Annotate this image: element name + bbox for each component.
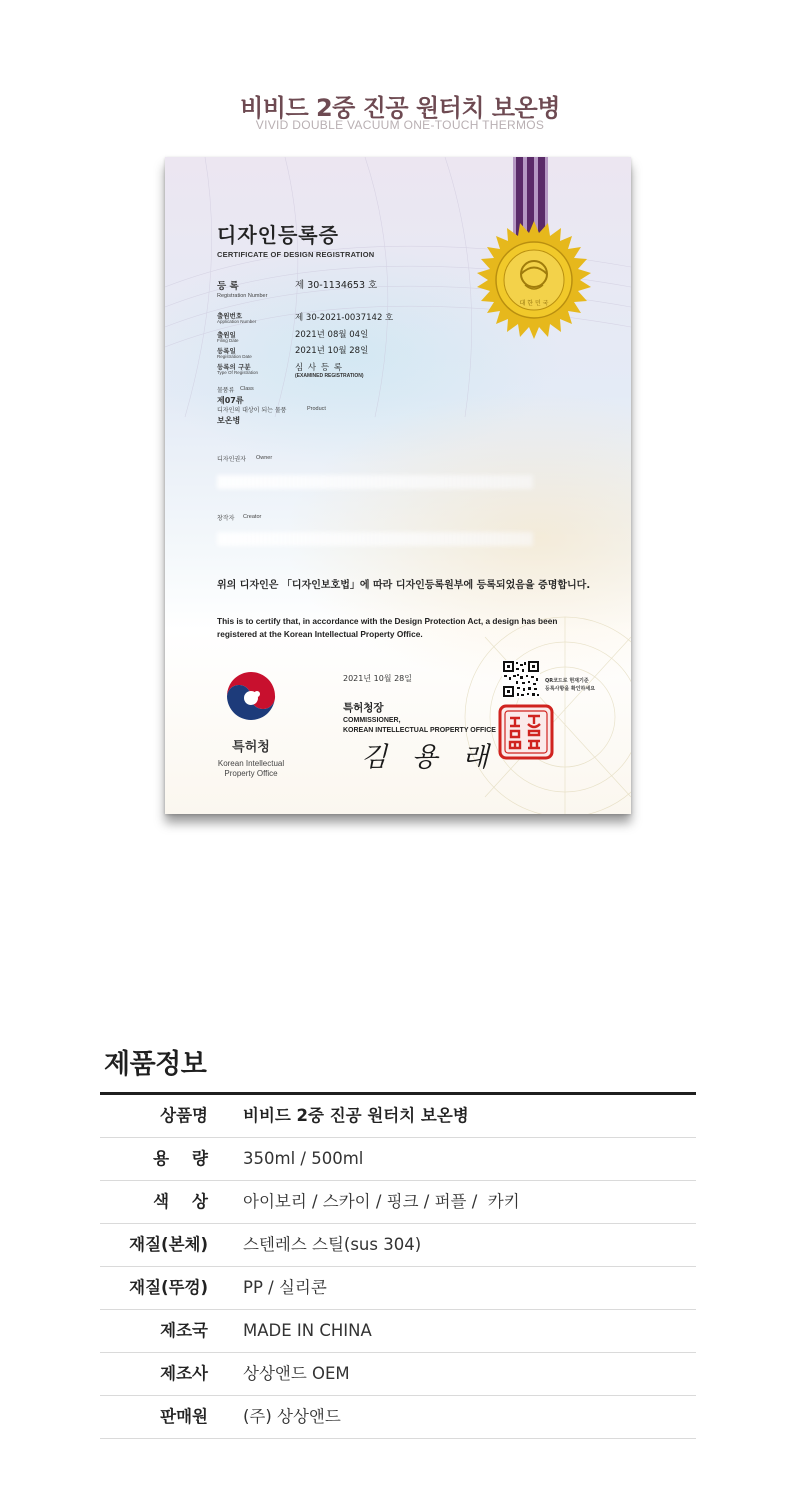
filing-date: 2021년 08월 04일 <box>295 330 369 340</box>
red-official-seal-icon <box>498 704 554 760</box>
table-row <box>100 1353 696 1396</box>
registration-date: 2021년 10월 28일 <box>295 346 369 356</box>
table-row <box>100 1095 696 1138</box>
creator-label-en: Creator <box>243 514 262 520</box>
owner-label-en: Owner <box>256 455 273 461</box>
row-key: 용 량 <box>153 1149 208 1168</box>
commissioner-korean: 특허청장 <box>343 702 384 714</box>
registration-date-label-en: Registration Date <box>217 354 252 359</box>
table-row <box>100 1138 696 1181</box>
table-row <box>100 1310 696 1353</box>
gold-seal-icon <box>473 219 595 341</box>
row-key: 제조사 <box>160 1364 208 1383</box>
kipo-name-english-line2: Property Office <box>224 769 278 778</box>
registration-type: 심 사 등 록 <box>295 363 343 373</box>
qr-note <box>545 677 625 693</box>
creator-redacted <box>217 532 533 546</box>
row-value: 상상앤드 OEM <box>243 1364 350 1383</box>
table-row <box>100 1396 696 1439</box>
qr-note-line2: 등록사항을 확인하세요 <box>545 686 596 692</box>
creator-label: 창작자 <box>217 515 235 522</box>
page-subtitle: VIVID DOUBLE VACUUM ONE-TOUCH THERMOS <box>255 118 545 132</box>
kipo-taegeuk-logo-icon <box>223 670 279 726</box>
issue-date: 2021년 10월 28일 <box>343 674 412 683</box>
row-key: 판매원 <box>160 1407 208 1426</box>
kipo-name-english-line1: Korean Intellectual <box>217 759 285 768</box>
table-row <box>100 1181 696 1224</box>
row-key: 재질(본체) <box>129 1235 208 1254</box>
application-label: 출원번호 <box>217 312 243 320</box>
qr-note-line1: QR코드로 현재기준 <box>545 678 589 684</box>
commissioner-signature: 김 용 래 <box>361 742 497 773</box>
product-label-en: Product <box>307 406 326 412</box>
table-row <box>100 1224 696 1267</box>
registration-label-en: Registration Number <box>217 293 268 299</box>
certificate-subtitle: CERTIFICATE OF DESIGN REGISTRATION <box>217 250 375 259</box>
commissioner-english-line2: KOREAN INTELLECTUAL PROPERTY OFFICE <box>343 727 496 734</box>
kipo-name-english <box>205 759 297 779</box>
registration-date-label: 등록일 <box>217 347 236 355</box>
row-value: 350ml / 500ml <box>243 1149 364 1168</box>
certification-statement-english: This is to certify that, in accordance with the Design Protection Act, a design has been registered at the Korean Intellectual Property Office. <box>217 616 558 639</box>
application-label-en: Application Number <box>217 319 257 324</box>
product-info-table <box>100 1095 696 1439</box>
owner-label: 디자인권자 <box>217 456 246 463</box>
product-info-title: 제품정보 <box>104 1049 207 1080</box>
kipo-name-korean: 특허청 <box>232 740 270 755</box>
row-key: 제조국 <box>160 1321 208 1340</box>
row-key: 상품명 <box>160 1106 208 1125</box>
filing-date-label-en: Filing Date <box>217 338 239 343</box>
row-key: 색 상 <box>153 1192 208 1211</box>
row-value: (주) 상상앤드 <box>243 1407 341 1426</box>
owner-redacted <box>217 475 533 489</box>
row-value: PP / 실리콘 <box>243 1278 327 1297</box>
row-value: 비비드 2중 진공 원터치 보온병 <box>243 1106 469 1125</box>
page-title: 비비드 2중 진공 원터치 보온병 <box>240 94 560 122</box>
row-value: MADE IN CHINA <box>243 1321 372 1340</box>
design-registration-certificate <box>165 157 631 814</box>
qr-code-icon <box>502 660 540 698</box>
certification-statement-korean: 위의 디자인은 「디자인보호법」에 따라 디자인등록원부에 등록되었음을 증명합니다. <box>217 580 591 591</box>
commissioner-english-line1: COMMISSIONER, <box>343 717 401 724</box>
product-value: 보온병 <box>217 416 241 425</box>
filing-date-label: 출원일 <box>217 331 236 339</box>
registration-type-label-en: Type Of Registration <box>217 370 259 375</box>
row-key: 재질(뚜껑) <box>129 1278 208 1297</box>
table-row <box>100 1267 696 1310</box>
row-value: 스텐레스 스틸(sus 304) <box>243 1235 422 1254</box>
registration-type-label: 등록의 구분 <box>217 363 251 371</box>
registration-type-en: (EXAMINED REGISTRATION) <box>295 373 364 379</box>
certificate-title: 디자인등록증 <box>217 223 339 247</box>
product-label: 디자인의 대상이 되는 물품 <box>217 407 287 414</box>
application-number: 제 30-2021-0037142 호 <box>295 313 394 323</box>
class-label-en: Class <box>240 386 254 392</box>
registration-number: 제 30-1134653 호 <box>295 280 378 291</box>
registration-label: 등 록 <box>217 281 239 292</box>
class-value: 제07류 <box>217 396 244 405</box>
gold-seal-text: 대 한 민 국 <box>519 300 549 307</box>
row-value: 아이보리 / 스카이 / 핑크 / 퍼플 / 카키 <box>243 1192 520 1211</box>
class-label: 물품류 <box>217 387 235 394</box>
